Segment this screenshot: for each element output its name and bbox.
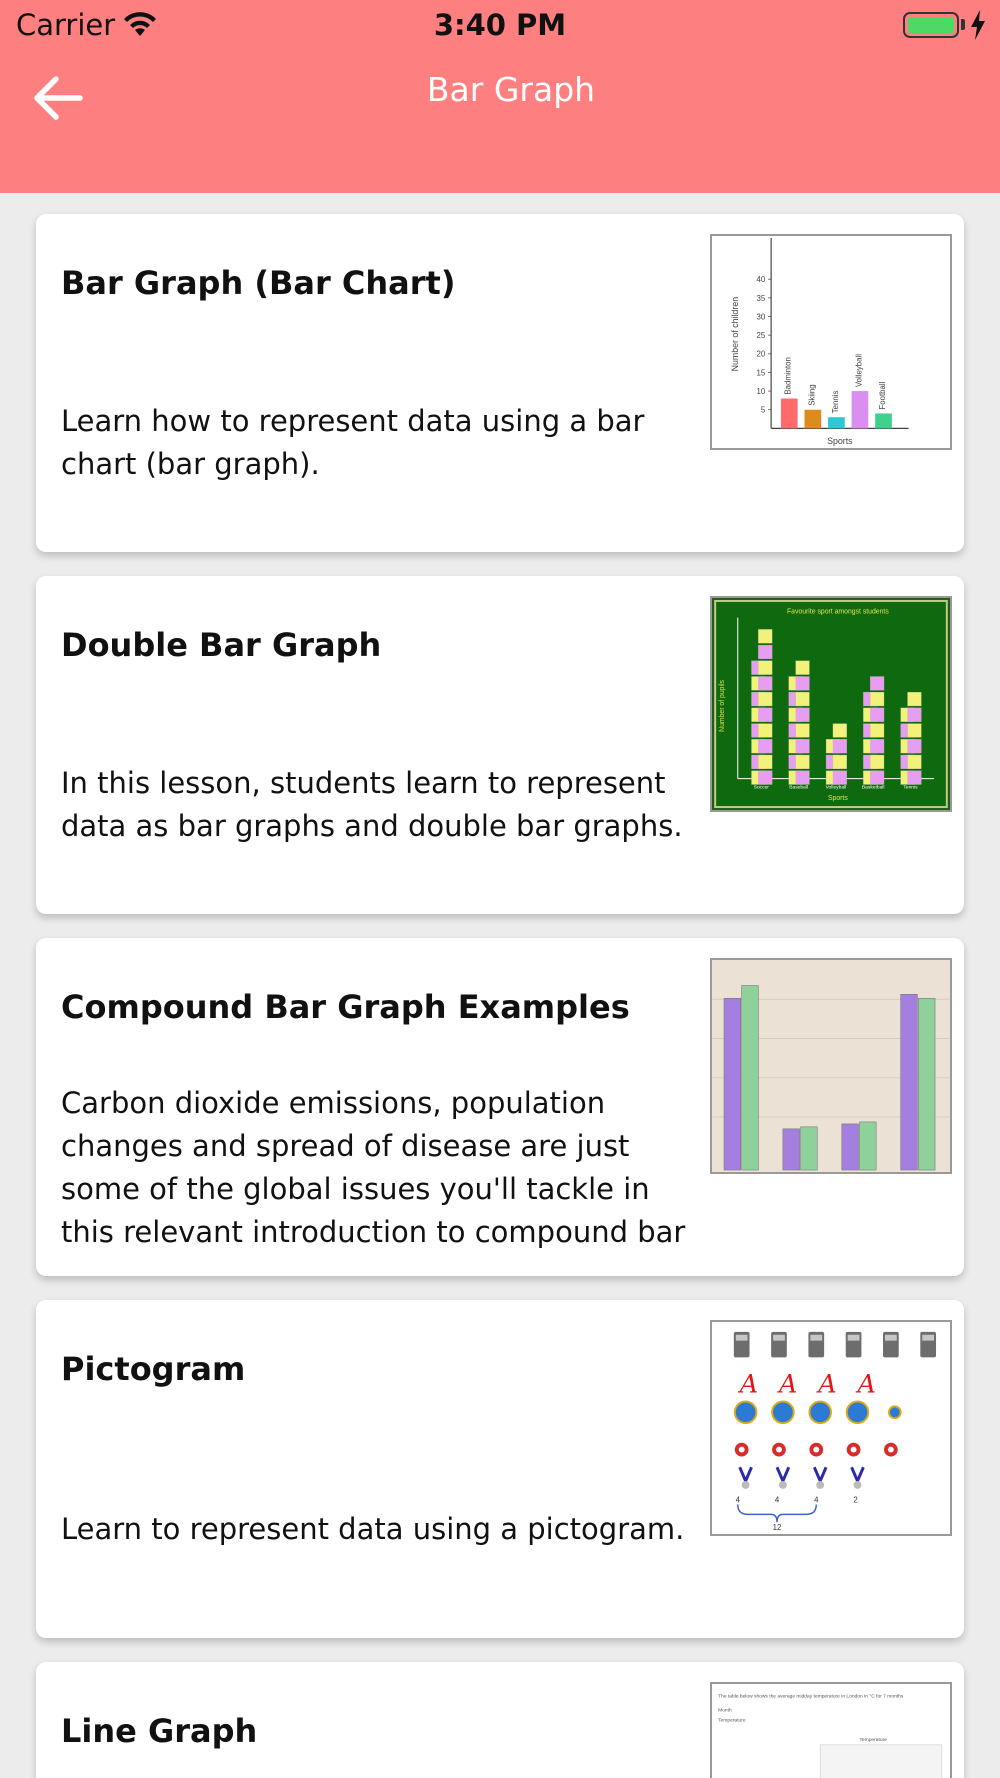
sticky-note [758,629,772,643]
y-tick-label: 20 [756,349,766,359]
calculator-screen [848,1335,860,1341]
lesson-title: Line Graph [61,1712,258,1750]
sticky-note [833,771,847,785]
double-bar-thumbnail [712,598,950,810]
sticky-note [796,755,810,769]
y-tick-label: 25 [756,331,766,341]
sticky-note [833,755,847,769]
bar [724,998,741,1170]
lesson-thumbnail [710,958,952,1174]
sticky-note [758,645,772,659]
sticky-note [870,755,884,769]
bar-chart-thumbnail [712,236,950,448]
bar-label: Badminton [783,357,793,395]
sticky-note [908,708,922,722]
sticky-note [870,692,884,706]
app-header [0,0,1000,193]
globe-icon [772,1402,794,1424]
y-tick-label: 5 [760,405,766,415]
lesson-title: Bar Graph (Bar Chart) [61,264,456,302]
pictogram-thumbnail [712,1322,950,1534]
charging-bolt-icon [968,9,988,41]
category-label: Tennis [903,785,918,791]
line-graph-thumbnail [712,1684,950,1778]
lesson-card-bar-graph[interactable] [36,214,964,552]
thumb-title: Favourite sport amongst students [786,608,889,616]
category-label: Volleyball [825,785,847,791]
total-label: 12 [772,1523,782,1533]
lesson-title: Pictogram [61,1350,246,1388]
lesson-card-compound-bar-graph[interactable] [36,938,964,1276]
sticky-note [796,692,810,706]
lesson-card-line-graph[interactable] [36,1662,964,1778]
sticky-note [908,692,922,706]
globe-icon [809,1402,831,1424]
bar [781,399,798,429]
row1-label: 4 [735,1495,740,1505]
lesson-card-pictogram[interactable] [36,1300,964,1638]
lesson-card-double-bar-graph[interactable] [36,576,964,914]
bar-label: Volleyball [854,354,864,388]
bar [918,998,935,1170]
bar [828,417,845,428]
sticky-note [833,724,847,738]
thumb-row-temp: Temperature [718,1718,746,1724]
y-tick-label: 15 [756,368,766,378]
sticky-note [870,739,884,753]
sticky-note [870,724,884,738]
medal-disc [779,1481,787,1489]
bar [783,1129,800,1170]
y-tick-label: 40 [756,275,766,285]
lesson-title: Double Bar Graph [61,626,382,664]
lesson-description: Learn to represent data using a pictogram. [61,1512,685,1546]
status-time: 3:40 PM [433,8,567,42]
sticky-note [758,661,772,675]
bar [852,391,869,428]
sticky-note [758,771,772,785]
sticky-note [796,677,810,691]
sticky-note [758,677,772,691]
sticky-note [870,771,884,785]
sticky-note [758,708,772,722]
medal-disc [854,1481,862,1489]
lesson-description: In this lesson, students learn to represent data as bar graphs and double bar graphs. [61,766,683,843]
globe-icon [847,1402,869,1424]
thumb-xlabel: Sports [827,436,853,447]
thumb-ylabel: Number of children [729,296,740,372]
letter-a-icon: A [857,1369,876,1400]
y-tick-label: 35 [756,293,766,303]
bar [742,986,759,1171]
calculator-screen [810,1335,822,1341]
magnet-center [739,1447,745,1453]
sticky-note [796,708,810,722]
lesson-list [36,214,964,1778]
sticky-note [796,661,810,675]
lesson-description: Learn how to represent data using a bar chart (bar graph). [61,404,645,481]
category-label: Basketball [861,785,885,791]
medal-icon [777,1467,789,1481]
sticky-note [796,771,810,785]
calculator-screen [885,1335,897,1341]
sticky-note [908,724,922,738]
sticky-note [758,692,772,706]
bar [801,1127,818,1170]
row1-label: 4 [814,1495,819,1505]
magnet-center [776,1447,782,1453]
magnet-center [813,1447,819,1453]
y-tick-label: 10 [756,387,766,397]
battery-icon [903,12,959,38]
bar [842,1124,859,1170]
thumb-row-month: Month [718,1708,732,1714]
sticky-note [796,724,810,738]
compound-bar-thumbnail [712,960,950,1172]
sticky-note [758,724,772,738]
bar [859,1122,876,1170]
bar [901,994,918,1170]
bar [875,413,892,428]
battery-tip [961,19,965,30]
bar-label: Tennis [830,390,840,414]
lesson-thumbnail [710,1320,952,1536]
row1-label: 4 [774,1495,780,1505]
sticky-note [796,739,810,753]
medal-icon [740,1467,752,1481]
thumb-caption: The table below shows the average midday temperature in London in °C for 7 months [718,1694,904,1700]
lesson-thumbnail [710,596,952,812]
magnet-center [851,1447,857,1453]
lesson-thumbnail [710,1682,952,1778]
sticky-note [758,739,772,753]
calculator-screen [773,1335,785,1341]
category-label: Baseball [789,785,808,791]
sticky-note [870,677,884,691]
letter-a-icon: A [739,1369,759,1400]
sticky-note [908,739,922,753]
status-bar [0,0,1000,50]
carrier-label: Carrier [16,8,116,42]
medal-icon [814,1467,826,1481]
letter-a-icon: A [818,1369,837,1400]
lesson-thumbnail [710,234,952,450]
sticky-note [870,708,884,722]
calculator-screen [922,1335,934,1341]
row2-label: 2 [853,1495,858,1505]
bar-label: Skiing [807,384,817,406]
y-tick-label: 30 [756,312,766,322]
medal-disc [742,1481,750,1489]
category-label: Soccer [753,785,769,791]
medal-icon [852,1467,864,1481]
lesson-description: Carbon dioxide emissions, population changes and spread of disease are just some of the global issues you'll tackle in this relevant introduction to compound bar [61,1086,686,1249]
thumb-chart-title: Temperature [859,1737,887,1743]
lesson-title: Compound Bar Graph Examples [61,988,630,1026]
bar-label: Football [877,381,887,410]
thumb-ylabel: Number of pupils [719,680,727,732]
magnet-center [888,1447,894,1453]
globe-icon [889,1406,901,1418]
sticky-note [908,771,922,785]
medal-disc [816,1481,824,1489]
nav-title: Bar Graph [426,70,596,109]
bar [805,410,822,429]
sticky-note [758,755,772,769]
calculator-screen [736,1335,748,1341]
thumb-xlabel: Sports [827,795,848,803]
letter-a-icon: A [778,1369,798,1400]
sticky-note [833,739,847,753]
globe-icon [735,1402,757,1424]
sticky-note [908,755,922,769]
